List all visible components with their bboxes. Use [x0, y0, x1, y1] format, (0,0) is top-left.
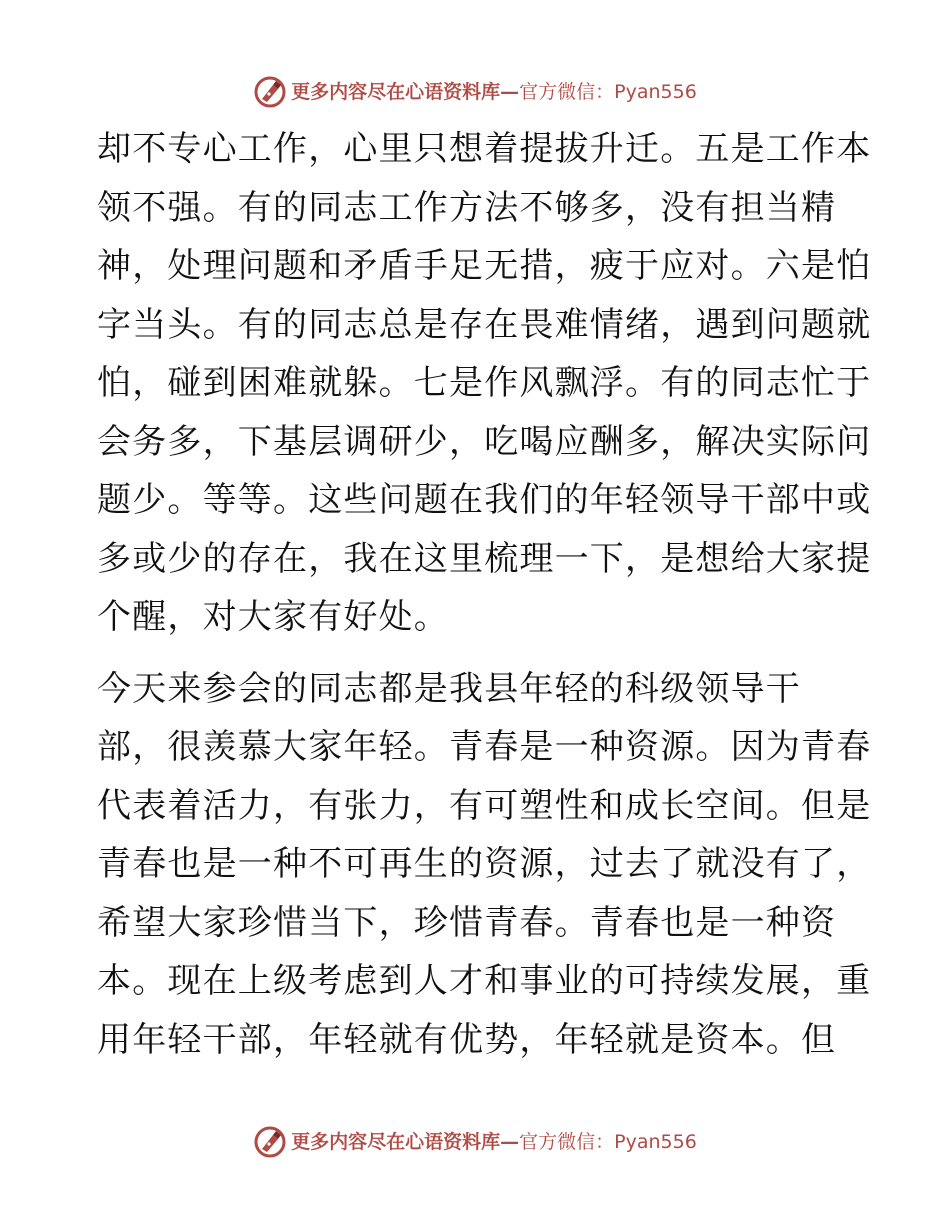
banner-wechat: 官方微信：Pyan556 — [519, 81, 697, 103]
text-line: 会务多，下基层调研少，吃喝应酬多，解决实际问 — [97, 421, 872, 462]
text-line: 个醒，对大家有好处。 — [97, 597, 449, 637]
document-body — [97, 120, 872, 1069]
text-line: 题少。等等。这些问题在我们的年轻领导干部中或 — [97, 480, 872, 520]
text-line: 本。现在上级考虑到人才和事业的可持续发展，重 — [97, 961, 872, 1001]
footer-banner — [0, 1122, 950, 1162]
text-line: 字当头。有的同志总是存在畏难情绪，遇到问题就 — [97, 304, 872, 345]
banner-site-name: 更多内容尽在心语资料库 — [291, 1131, 501, 1153]
text-line: 青春也是一种不可再生的资源，过去了就没有了， — [97, 844, 872, 884]
text-line: 却不专心工作，心里只想着提拔升迁。五是工作本 — [97, 129, 872, 169]
text-line: 希望大家珍惜当下，珍惜青春。青春也是一种资 — [97, 902, 837, 943]
pen-nib-circle-icon — [253, 1125, 287, 1159]
banner-separator: — — [500, 1131, 520, 1153]
text-line: 多或少的存在，我在这里梳理一下，是想给大家提 — [97, 538, 872, 579]
paragraph-1 — [97, 120, 872, 647]
banner-wechat: 官方微信：Pyan556 — [519, 1131, 697, 1153]
text-line: 怕，碰到困难就躲。七是作风飘浮。有的同志忙于 — [97, 363, 872, 403]
text-line: 神，处理问题和矛盾手足无措，疲于应对。六是怕 — [97, 246, 872, 286]
banner-separator: — — [500, 81, 520, 103]
header-banner-text — [291, 75, 697, 109]
footer-banner-text — [291, 1125, 697, 1159]
text-line: 用年轻干部，年轻就有优势，年轻就是资本。但 — [97, 1019, 837, 1060]
text-line: 代表着活力，有张力，有可塑性和成长空间。但是 — [97, 785, 872, 826]
paragraph-2 — [97, 660, 872, 1070]
text-line: 今天来参会的同志都是我县年轻的科级领导干 — [97, 668, 801, 709]
text-line: 部，很羡慕大家年轻。青春是一种资源。因为青春 — [97, 727, 872, 767]
banner-site-name: 更多内容尽在心语资料库 — [291, 81, 501, 103]
text-line: 领不强。有的同志工作方法不够多，没有担当精 — [97, 187, 837, 228]
pen-nib-circle-icon — [253, 75, 287, 109]
header-banner — [0, 72, 950, 112]
